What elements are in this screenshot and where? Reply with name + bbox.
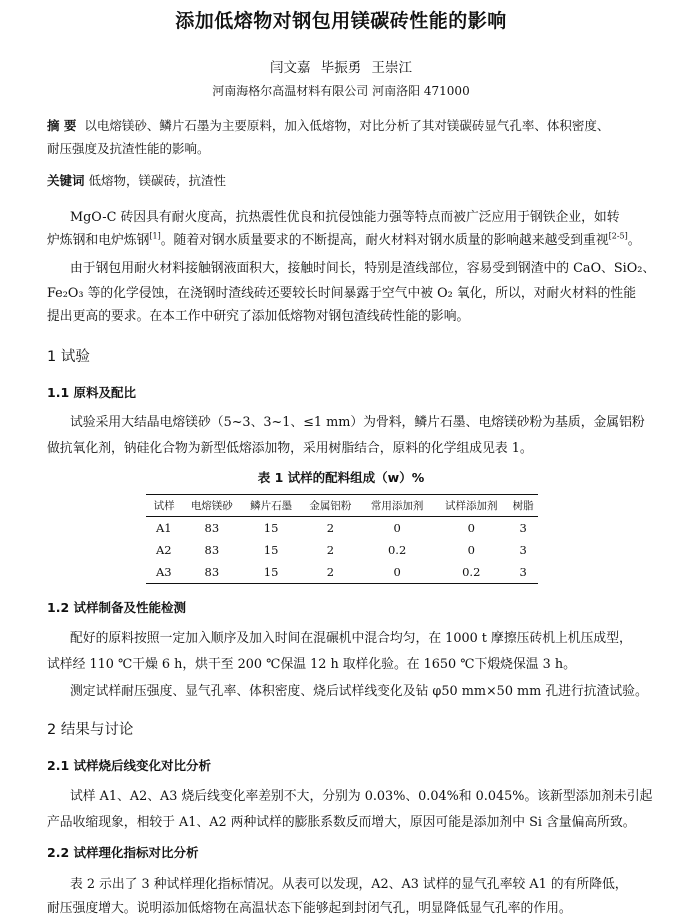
table-cell: A3 — [146, 561, 182, 584]
table-cell: 83 — [204, 543, 220, 557]
paper-affiliation: 河南海格尔高温材料有限公司 河南洛阳 471000 — [212, 84, 470, 98]
table-cell: 0 — [467, 543, 475, 557]
table-cell: 15 — [241, 561, 300, 584]
table-cell: 3 — [519, 521, 527, 535]
table-row — [146, 561, 538, 584]
table-cell: A1 — [156, 521, 172, 535]
table-header-cell: 常用添加剂 — [360, 495, 434, 517]
section-2-1-line-1: 试样 A1、A2、A3 烧后线变化率差别不大，分别为 0.03%、0.04%和 0.045%。该新型添加剂未引起 — [70, 789, 653, 804]
abstract-line-2: 耐压强度及抗渣性能的影响。 — [47, 141, 210, 156]
table-cell: 15 — [263, 543, 279, 557]
intro-p2-line-1: 由于钢包用耐火材料接触钢液面积大，接触时间长，特别是渣线部位，容易受到钢渣中的 CaO、SiO₂、 — [70, 261, 656, 276]
section-1-2-line-3: 测定试样耐压强度、显气孔率、体积密度、烧后试样线变化及钻 φ50 mm×50 mm 孔进行抗渣试验。 — [70, 684, 648, 699]
table-header-row — [146, 495, 538, 517]
section-1-2-line-1: 配好的原料按照一定加入顺序及加入时间在混碾机中混合均匀，在 1000 t 摩擦压砖机上机压成型， — [70, 631, 632, 646]
table-1 — [146, 494, 538, 584]
abstract-line-1 — [47, 114, 609, 137]
intro-p1-text-a: 炉炼钢和电炉炼钢 — [47, 233, 150, 248]
table-cell: A2 — [156, 543, 172, 557]
table-header-cell: 树脂 — [508, 495, 538, 517]
keywords-line — [47, 169, 226, 192]
table-cell: 0 — [360, 561, 434, 584]
keywords-text: 低熔物，镁碳砖，抗渣性 — [88, 173, 227, 188]
abstract-text-1: 以电熔镁砂、鳞片石墨为主要原料，加入低熔物，对比分析了其对镁碳砖显气孔率、体积密度、 — [84, 118, 610, 133]
table-cell: 0.2 — [387, 543, 407, 557]
table-cell: 2 — [301, 561, 360, 584]
table-row — [146, 517, 538, 540]
table-cell: 3 — [508, 561, 538, 584]
section-1-1-line-2: 做抗氧化剂，钠硅化合物为新型低熔添加物，采用树脂结合，原料的化学组成见表 1。 — [47, 441, 533, 456]
section-1-heading: 1 试验 — [47, 349, 90, 365]
paper-authors: 闫文嘉 毕振勇 王崇江 — [269, 60, 413, 76]
table-header-cell: 金属铝粉 — [301, 495, 360, 517]
citation-ref-2-5: [2-5] — [608, 231, 628, 241]
section-2-heading: 2 结果与讨论 — [47, 722, 134, 738]
section-2-2-heading: 2.2 试样理化指标对比分析 — [47, 845, 199, 860]
table-cell: 3 — [519, 543, 527, 557]
table-header-cell: 试样添加剂 — [434, 495, 508, 517]
intro-p2-line-3: 提出更高的要求。在本工作中研究了添加低熔物对钢包渣线砖性能的影响。 — [47, 309, 470, 324]
table-header-cell: 试样 — [146, 495, 182, 517]
intro-p1-line-2 — [47, 229, 641, 248]
table-header-cell: 鳞片石墨 — [241, 495, 300, 517]
section-2-2-line-2: 耐压强度增大。说明添加低熔物在高温状态下能够起到封闭气孔，明显降低显气孔率的作用。 — [47, 901, 572, 916]
intro-p1-text-b: 。随着对钢水质量要求的不断提高，耐火材料对钢水质量的影响越来越受到重视 — [160, 233, 609, 248]
table-cell: 2 — [326, 521, 335, 535]
intro-p1-line-1: MgO-C 砖因具有耐火度高，抗热震性优良和抗侵蚀能力强等特点而被广泛应用于钢铁企业，如转 — [70, 210, 620, 225]
intro-p1-text-end: 。 — [627, 233, 641, 248]
table-cell: 0.2 — [434, 561, 508, 584]
paper-title: 添加低熔物对钢包用镁碳砖性能的影响 — [175, 10, 507, 32]
citation-ref-1: [1] — [149, 231, 161, 241]
table-cell: 83 — [182, 561, 241, 584]
table-header-cell: 电熔镁砂 — [182, 495, 241, 517]
section-1-2-line-2: 试样经 110 ℃干燥 6 h，烘干至 200 ℃保温 12 h 取样化验。在 1650 ℃下煅烧保温 3 h。 — [47, 657, 576, 672]
section-2-1-heading: 2.1 试样烧后线变化对比分析 — [47, 758, 211, 773]
keywords-label: 关键词 — [47, 173, 85, 188]
section-1-1-line-1: 试验采用大结晶电熔镁砂（5~3、3~1、≤1 mm）为骨料，鳞片石墨、电熔镁砂粉为基质，金属铝粉 — [70, 415, 645, 430]
table-cell: 15 — [263, 521, 279, 535]
section-2-2-line-1: 表 2 示出了 3 种试样理化指标情况。从表可以发现，A2、A3 试样的显气孔率较 A1 的有所降低， — [70, 877, 628, 892]
table-cell: 83 — [204, 521, 220, 535]
table-1-caption: 表 1 试样的配料组成（w）% — [257, 470, 425, 485]
table-cell: 0 — [467, 521, 475, 535]
intro-p2-line-2: Fe₂O₃ 等的化学侵蚀，在浇钢时渣线砖还要较长时间暴露于空气中被 O₂ 氧化，所以，对耐火材料的性能 — [47, 286, 636, 301]
section-1-1-heading: 1.1 原料及配比 — [47, 385, 136, 400]
table-cell: 2 — [326, 543, 335, 557]
table-cell: 0 — [393, 521, 401, 535]
section-1-2-heading: 1.2 试样制备及性能检测 — [47, 600, 186, 615]
table-row — [146, 539, 538, 561]
abstract-label: 摘 要 — [47, 118, 77, 133]
section-2-1-line-2: 产品收缩现象，相较于 A1、A2 两种试样的膨胀系数反而增大，原因可能是添加剂中 Si 含量偏高所致。 — [47, 815, 636, 830]
